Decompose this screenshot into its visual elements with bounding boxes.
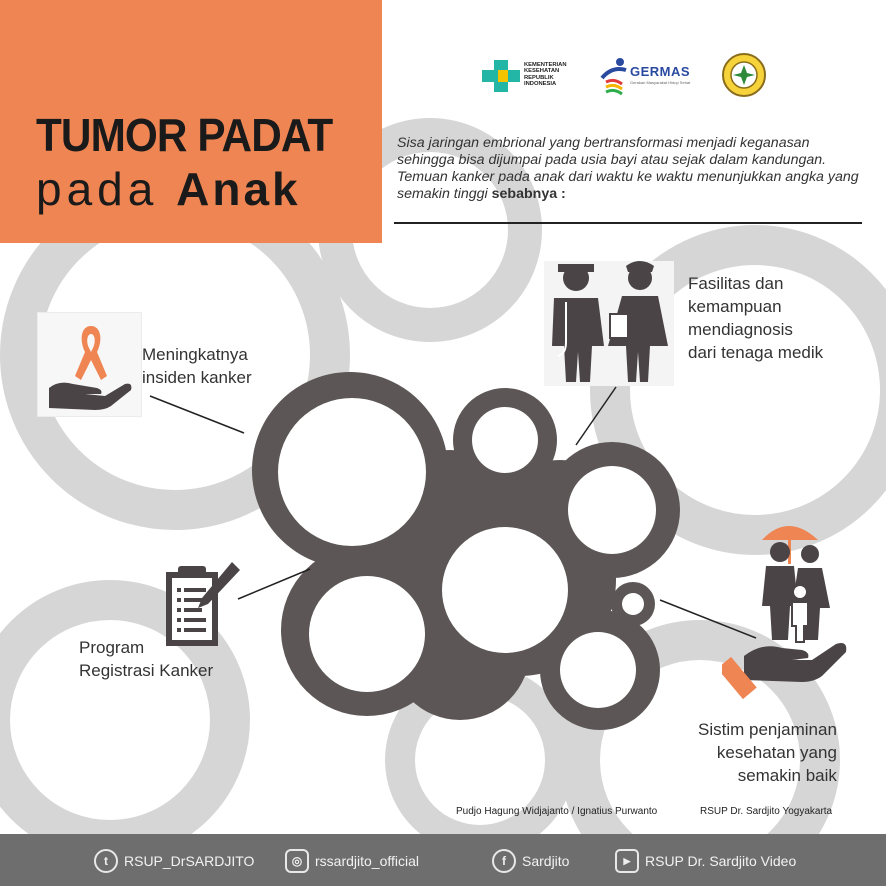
kemenkes-line4: INDONESIA: [524, 81, 557, 88]
bubble-4: [442, 527, 568, 653]
bubble-2: [472, 407, 538, 473]
factor-2-line2: kemampuan: [688, 297, 782, 316]
kemenkes-line2: KESEHATAN: [524, 68, 560, 75]
intro-text: Sisa jaringan embrional yang bertransformasi menjadi keganasan sehingga bisa dijumpai pada usia bayi atau sejak dalam kandungan. Temuan kanker pada anak dari waktu ke waktu menunjukkan angka yang semakin tinggi: [397, 135, 859, 202]
kemenkes-line1: KEMENTERIAN: [524, 62, 567, 68]
germas-name: GERMAS: [630, 64, 691, 79]
subtitle-bold: Anak: [176, 163, 301, 215]
facebook-handle: Sardjito: [522, 853, 570, 869]
youtube-icon: ▶: [615, 849, 639, 873]
doctor-nurse-icon: [544, 258, 674, 386]
factor-4-label: [698, 718, 837, 787]
cancer-ribbon-icon: [45, 318, 137, 413]
footer-instagram[interactable]: [285, 848, 419, 874]
bubble-1: [278, 398, 426, 546]
institution-credit: RSUP Dr. Sardjito Yogyakarta: [700, 806, 833, 817]
bubble-7: [622, 593, 644, 615]
footer-facebook[interactable]: [492, 848, 569, 874]
twitter-handle: RSUP_DrSARDJITO: [124, 853, 255, 869]
factor-4-line3: semakin baik: [737, 766, 837, 785]
germas-tagline: Gerakan Masyarakat Hidup Sehat: [630, 80, 691, 85]
connector-line-2: [576, 387, 616, 445]
factor-4-line1: Sistim penjaminan: [698, 720, 837, 739]
authors-credit: Pudjo Hagung Widjajanto / Ignatius Purwanto: [456, 806, 658, 817]
factor-2-line1: Fasilitas dan: [688, 274, 784, 293]
intro-emphasis: sebabnya :: [491, 186, 566, 202]
connector-line-1: [150, 396, 244, 433]
kemenkes-line3: REPUBLIK: [524, 74, 554, 81]
factor-4-line2: kesehatan yang: [716, 743, 837, 762]
factor-2-line3: mendiagnosis: [688, 320, 793, 339]
factor-3-label: [79, 636, 213, 682]
footer-youtube[interactable]: [615, 848, 796, 874]
subtitle-light: pada: [36, 163, 159, 215]
twitter-icon: t: [94, 849, 118, 873]
page-title: TUMOR PADAT: [36, 109, 333, 161]
factor-2-label: [688, 272, 823, 364]
factor-3-line1: Program: [79, 638, 145, 657]
factor-3-line2: Registrasi Kanker: [79, 661, 214, 680]
facebook-icon: f: [492, 849, 516, 873]
family-insurance-icon: [722, 518, 852, 704]
bubble-6: [560, 632, 636, 708]
factor-1-line1: Meningkatnya: [142, 345, 248, 364]
footer-twitter[interactable]: [94, 848, 254, 874]
bubble-5: [309, 576, 425, 692]
factor-1-line2: insiden kanker: [142, 368, 252, 387]
youtube-channel: RSUP Dr. Sardjito Video: [645, 853, 797, 869]
bubble-3: [568, 466, 656, 554]
instagram-icon: ◎: [285, 849, 309, 873]
factor-2-line4: dari tenaga medik: [688, 343, 824, 362]
factor-1-label: [142, 343, 252, 389]
instagram-handle: rssardjito_official: [315, 853, 420, 869]
